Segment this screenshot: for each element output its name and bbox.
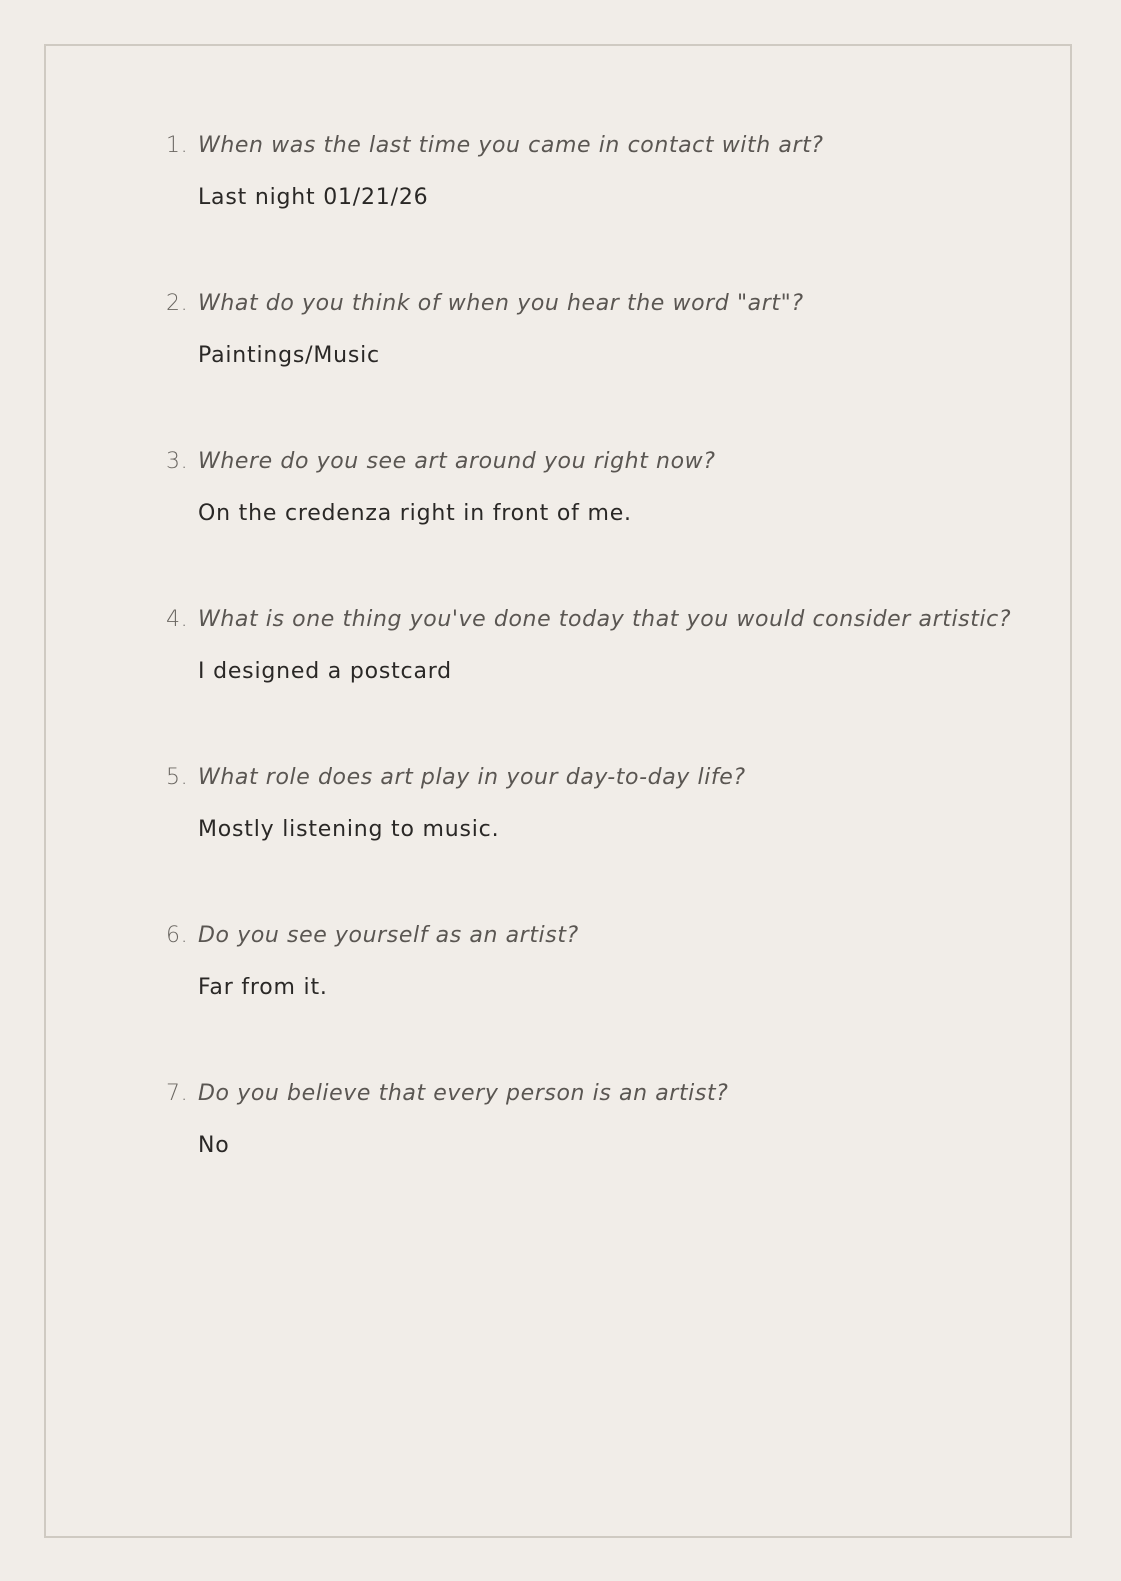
question-item-3 bbox=[166, 446, 1026, 604]
answer-text: Far from it. bbox=[198, 975, 328, 1000]
question-item-1 bbox=[166, 130, 1026, 288]
question-text: What is one thing you've done today that you would consider artistic? bbox=[198, 607, 1012, 632]
question-row bbox=[166, 446, 1026, 478]
question-row bbox=[166, 130, 1026, 162]
questionnaire-list bbox=[166, 130, 1026, 1236]
question-number: 6. bbox=[166, 923, 189, 948]
answer-text: I designed a postcard bbox=[198, 659, 452, 684]
question-item-6 bbox=[166, 920, 1026, 1078]
question-row bbox=[166, 920, 1026, 952]
question-text: Do you believe that every person is an artist? bbox=[198, 1081, 729, 1106]
question-row bbox=[166, 604, 1026, 636]
answer-text: Last night 01/21/26 bbox=[198, 185, 429, 210]
question-row bbox=[166, 762, 1026, 794]
answer-text: Mostly listening to music. bbox=[198, 817, 500, 842]
question-row bbox=[166, 288, 1026, 320]
answer-text: On the credenza right in front of me. bbox=[198, 501, 632, 526]
question-number: 3. bbox=[166, 449, 189, 474]
question-number: 4. bbox=[166, 607, 189, 632]
question-item-2 bbox=[166, 288, 1026, 446]
question-row bbox=[166, 1078, 1026, 1110]
question-number: 5. bbox=[166, 765, 189, 790]
answer-text: No bbox=[198, 1133, 230, 1158]
answer-text: Paintings/Music bbox=[198, 343, 380, 368]
question-text: Where do you see art around you right now? bbox=[198, 449, 716, 474]
question-text: When was the last time you came in contact with art? bbox=[198, 133, 824, 158]
question-item-5 bbox=[166, 762, 1026, 920]
question-number: 2. bbox=[166, 291, 189, 316]
question-number: 1. bbox=[166, 133, 189, 158]
question-text: What do you think of when you hear the word "art"? bbox=[198, 291, 804, 316]
question-item-7 bbox=[166, 1078, 1026, 1236]
question-text: Do you see yourself as an artist? bbox=[198, 923, 579, 948]
question-text: What role does art play in your day-to-day life? bbox=[198, 765, 746, 790]
question-item-4 bbox=[166, 604, 1026, 762]
question-number: 7. bbox=[166, 1081, 189, 1106]
